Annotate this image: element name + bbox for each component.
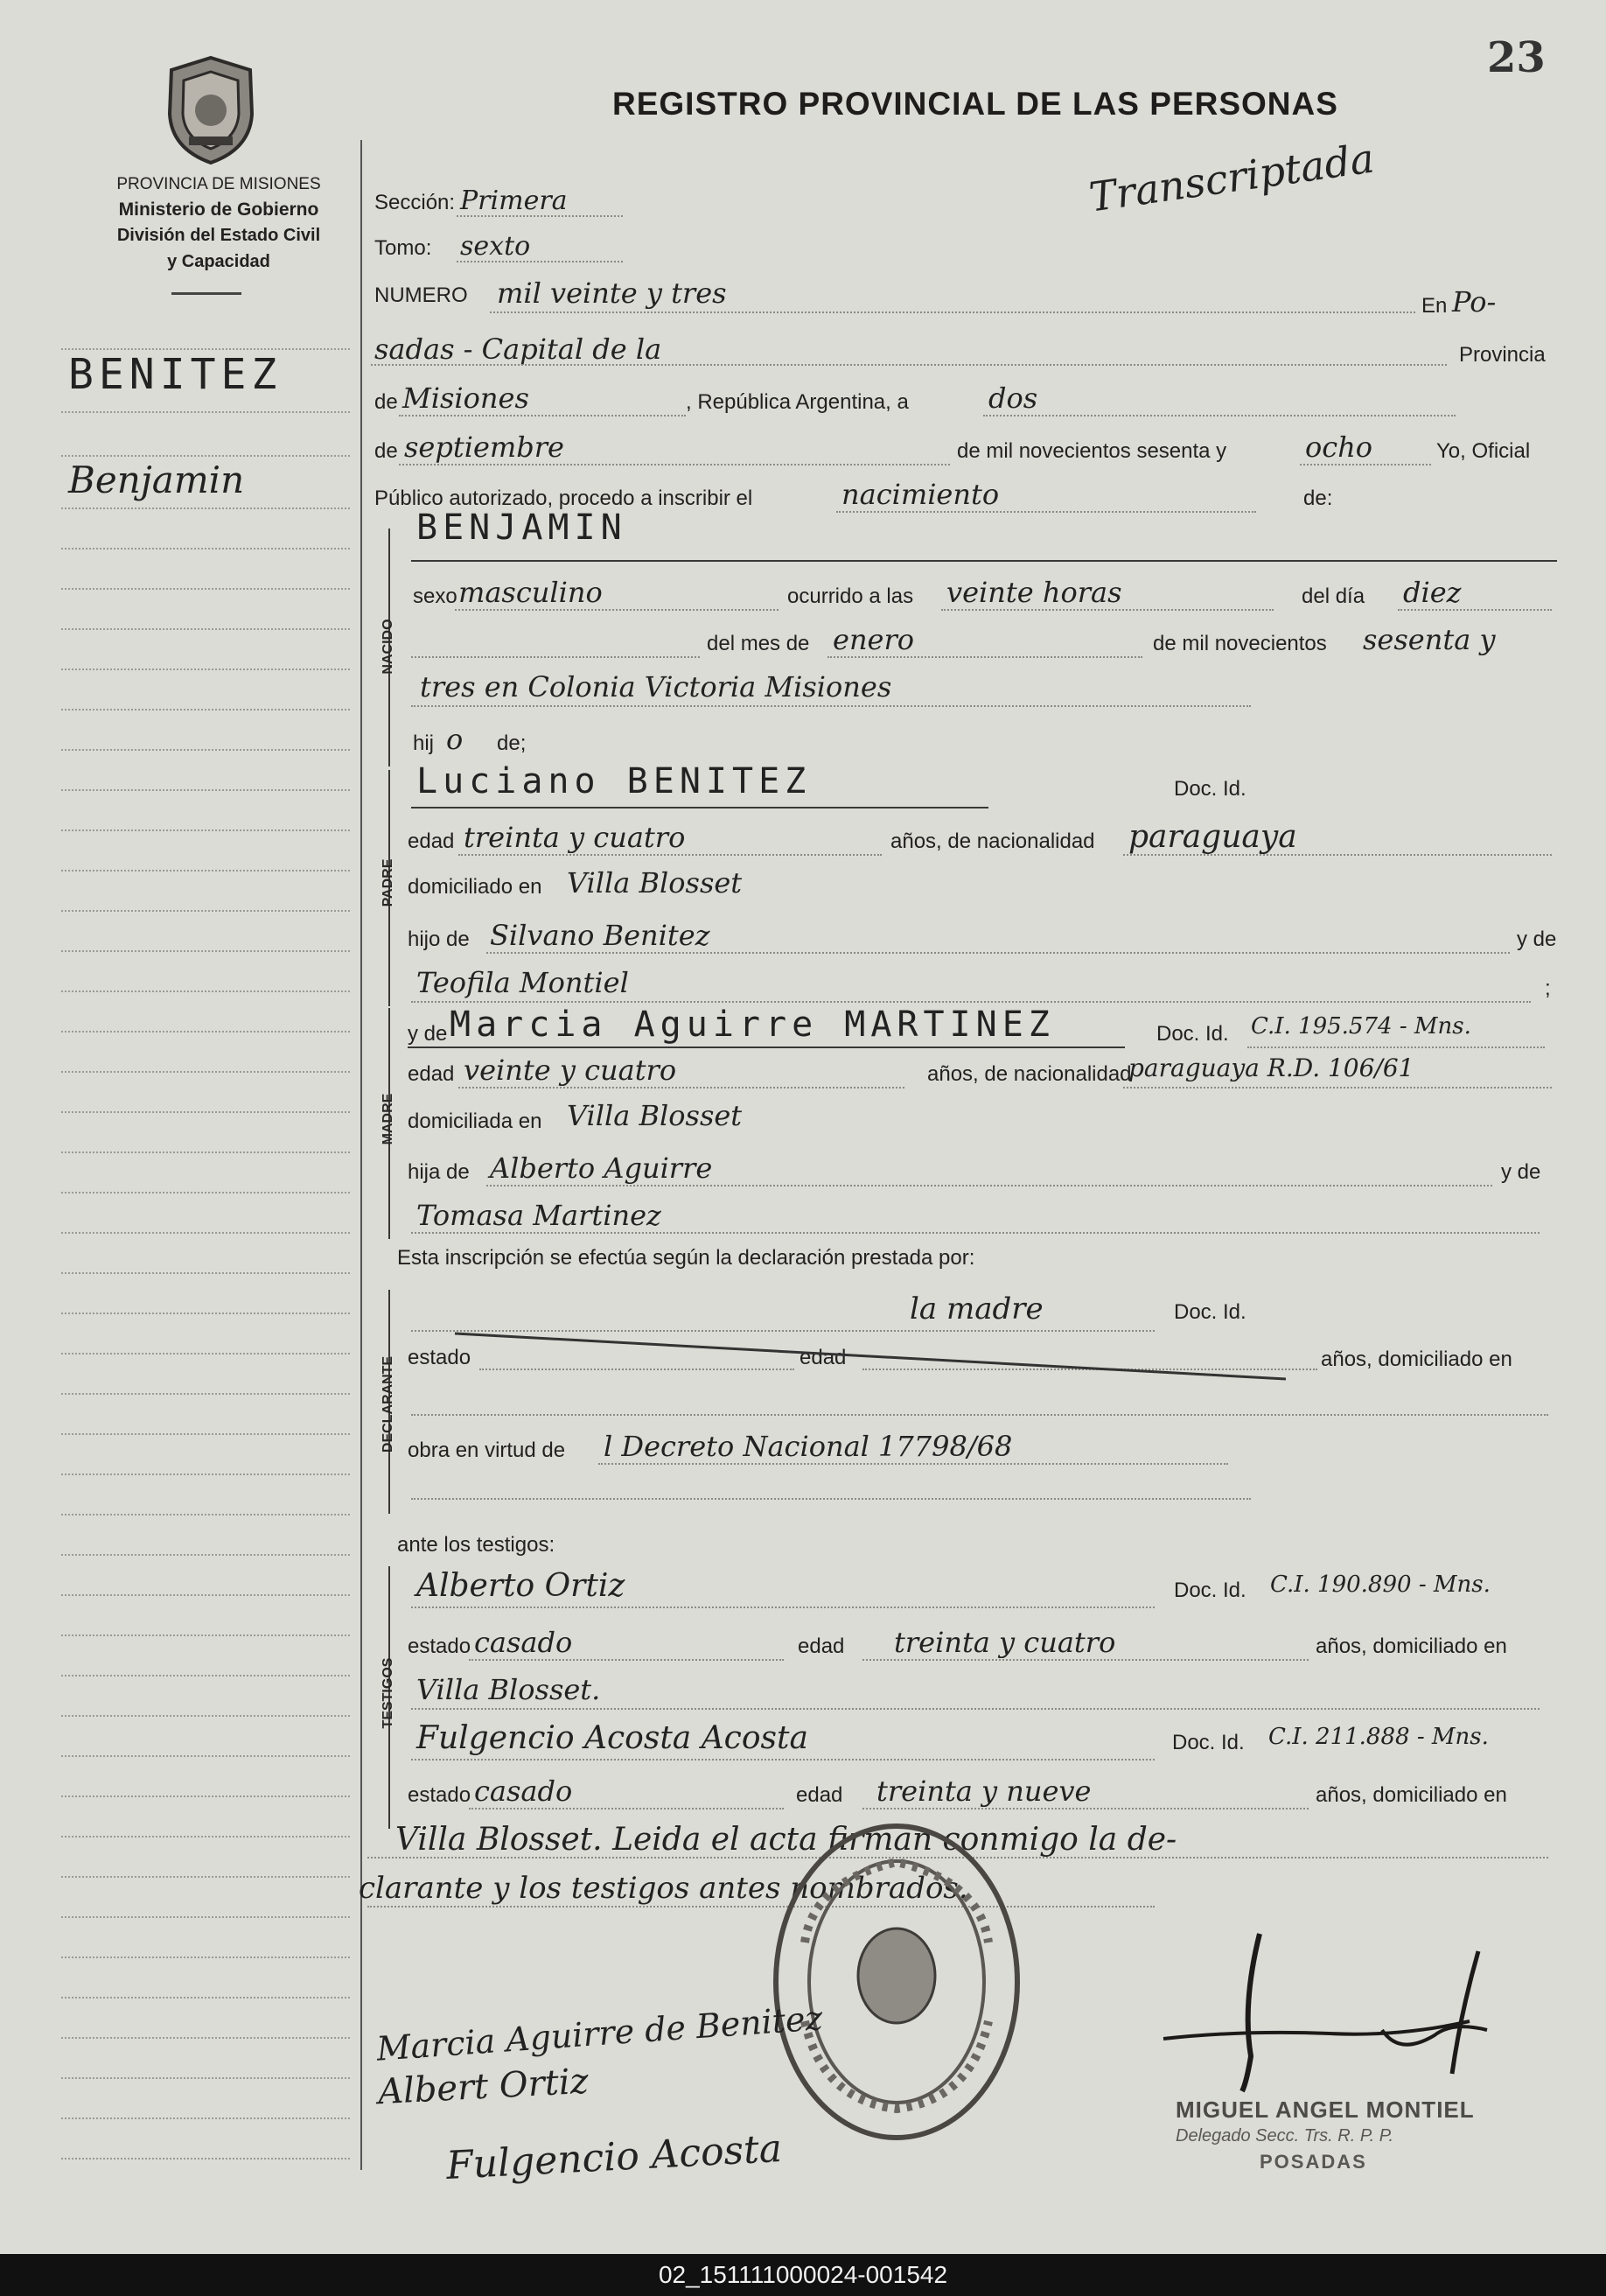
testigos-intro: ante los testigos: [397, 1533, 555, 1557]
document-title: REGISTRO PROVINCIAL DE LAS PERSONAS [612, 86, 1338, 122]
padre-domicilio-value: Villa Blosset [567, 866, 743, 900]
testigo2-edad-label: edad [796, 1783, 843, 1807]
madre-section-label: MADRE [381, 1093, 395, 1145]
madre-y-de-label: y de [408, 1022, 448, 1046]
declarante-cross-out [455, 1330, 1286, 1382]
testigo1-doc-label: Doc. Id. [1174, 1578, 1246, 1602]
hijo-value: o [446, 723, 464, 756]
left-header-divider [171, 292, 241, 295]
anio-label: de mil novecientos sesenta y [957, 439, 1227, 463]
madre-nacionalidad-value: paraguaya R.D. 106/61 [1128, 1054, 1414, 1082]
padre-nacionalidad-label: años, de nacionalidad [890, 830, 1095, 853]
obra-label: obra en virtud de [408, 1438, 566, 1462]
margin-given-name: Benjamin [68, 458, 245, 501]
padre-domicilio-label: domiciliado en [408, 875, 542, 899]
provincia-label: Provincia [1459, 343, 1546, 367]
page-number: 23 [1487, 33, 1546, 82]
publico-label: Público autorizado, procedo a inscribir el [374, 486, 753, 510]
nacido-section-label: NACIDO [381, 619, 395, 675]
official-name: MIGUEL ANGEL MONTIEL [1176, 2096, 1475, 2123]
tomo-value: sexto [460, 231, 531, 262]
madre-padre-de: Alberto Aguirre [490, 1152, 713, 1185]
testigo1-estado-value: casado [474, 1626, 573, 1659]
seccion-value: Primera [460, 186, 568, 216]
closing-line-1: Villa Blosset. Leida el acta firman conmigo la de- [395, 1822, 1177, 1858]
de-label: de [374, 390, 398, 414]
padre-y-de-label: y de [1517, 928, 1557, 951]
madre-hija-de-label: hija de [408, 1160, 470, 1184]
sexo-label: sexo [413, 584, 457, 608]
dia-value: diez [1403, 576, 1462, 609]
testigo1-edad-value: treinta y cuatro [894, 1626, 1116, 1659]
madre-edad-value: veinte y cuatro [464, 1054, 677, 1087]
obra-value: l Decreto Nacional 17798/68 [604, 1430, 1013, 1463]
anio-nac-value: sesenta y [1363, 623, 1496, 656]
official-signature-icon [1067, 1925, 1505, 2100]
padre-edad-value: treinta y cuatro [464, 821, 686, 854]
lugar-value: tres en Colonia Victoria Misiones [420, 670, 892, 704]
declarante-estado-label: estado [408, 1346, 471, 1369]
acto-value: nacimiento [841, 478, 1000, 511]
testigo1-nombre: Alberto Ortiz [416, 1568, 625, 1604]
province-label: PROVINCIA DE MISIONES [116, 175, 321, 193]
testigo1-domicilio-label: años, domiciliado en [1316, 1634, 1507, 1658]
madre-y-de2-label: y de [1501, 1160, 1541, 1184]
transcription-annotation: Transcriptada [1086, 134, 1378, 221]
signature-witness-1: Albert Ortiz [376, 2061, 590, 2113]
padre-padre-de: Silvano Benitez [490, 919, 710, 952]
signature-declarante: Marcia Aguirre de Benitez [375, 1998, 824, 2068]
padre-doc-label: Doc. Id. [1174, 777, 1246, 801]
testigo1-doc-value: C.I. 190.890 - Mns. [1270, 1572, 1491, 1598]
testigos-section-label: TESTIGOS [381, 1657, 395, 1729]
closing-line-2: clarante y los testigos antes nombrados. [359, 1871, 968, 1906]
testigo1-domicilio-value: Villa Blosset. [416, 1673, 601, 1706]
testigo2-estado-label: estado [408, 1783, 471, 1807]
padre-semicolon: ; [1545, 976, 1551, 1000]
capacity-label: y Capacidad [167, 252, 270, 271]
declarante-doc-label: Doc. Id. [1174, 1300, 1246, 1324]
de2-label: de [374, 439, 398, 463]
nacido-nombre: BENJAMIN [416, 508, 627, 548]
testigo1-edad-label: edad [798, 1634, 845, 1658]
numero-label: NUMERO [374, 284, 468, 307]
hijo-de-label: de; [497, 732, 527, 755]
scan-id-footer: 02_151111000024-001542 [0, 2254, 1606, 2296]
madre-doc-value: C.I. 195.574 - Mns. [1251, 1013, 1471, 1040]
oficial-label: Yo, Oficial [1436, 439, 1531, 463]
testigo2-doc-label: Doc. Id. [1172, 1731, 1245, 1754]
declarante-intro: Esta inscripción se efectúa según la declaración prestada por: [397, 1246, 975, 1270]
official-city: POSADAS [1260, 2151, 1367, 2173]
en-value: Po- [1452, 285, 1497, 318]
madre-domicilio-label: domiciliada en [408, 1110, 542, 1133]
testigo2-estado-value: casado [474, 1774, 573, 1808]
madre-nombre: Marcia Aguirre MARTINEZ [450, 1004, 1055, 1045]
signature-witness-2: Fulgencio Acosta [444, 2125, 784, 2189]
hijo-label: hij [413, 732, 435, 755]
sexo-value: masculino [458, 576, 603, 609]
declarante-section-label: DECLARANTE [381, 1355, 395, 1453]
tomo-label: Tomo: [374, 236, 432, 260]
testigo1-estado-label: estado [408, 1634, 471, 1658]
padre-nacionalidad-value: paraguaya [1128, 819, 1297, 855]
madre-edad-label: edad [408, 1062, 455, 1086]
padre-nombre: Luciano BENITEZ [416, 761, 812, 802]
margin-separator [360, 140, 362, 2170]
mes-value: septiembre [404, 430, 564, 464]
mes-value-nacido: enero [833, 623, 915, 656]
en-label: En [1421, 294, 1448, 318]
division-label: División del Estado Civil [116, 226, 321, 245]
testigo2-domicilio-label: años, domiciliado en [1316, 1783, 1507, 1807]
madre-doc-label: Doc. Id. [1156, 1022, 1229, 1046]
testigo2-edad-value: treinta y nueve [876, 1774, 1092, 1808]
official-title: Delegado Secc. Trs. R. P. P. [1176, 2126, 1394, 2146]
ocurrido-label: ocurrido a las [787, 584, 914, 608]
dia-label: del día [1302, 584, 1365, 608]
padre-hijo-de-label: hijo de [408, 928, 470, 951]
madre-madre-de: Tomasa Martinez [416, 1199, 661, 1232]
margin-surname: BENITEZ [68, 350, 283, 399]
declarante-edad-label: edad [800, 1346, 847, 1369]
declarante-nombre: la madre [910, 1292, 1044, 1326]
ciudad-value: sadas - Capital de la [374, 332, 662, 366]
provincia-value: Misiones [402, 382, 529, 415]
dia-value: dos [988, 382, 1038, 415]
official-seal-icon [770, 1820, 1023, 2144]
republica-label: , República Argentina, a [686, 390, 909, 414]
testigo2-nombre: Fulgencio Acosta Acosta [416, 1720, 808, 1756]
anio-value: ocho [1305, 430, 1373, 464]
padre-section-label: PADRE [381, 858, 395, 907]
hora-value: veinte horas [946, 576, 1122, 609]
coat-of-arms-icon [154, 52, 268, 166]
ministry-label: Ministerio de Gobierno [118, 200, 319, 220]
madre-domicilio-value: Villa Blosset [567, 1099, 743, 1132]
declarante-domicilio-label: años, domiciliado en [1321, 1348, 1512, 1371]
anio-nac-label: de mil novecientos [1153, 632, 1327, 655]
numero-value: mil veinte y tres [497, 276, 727, 310]
mes-label: del mes de [707, 632, 810, 655]
madre-nacionalidad-label: años, de nacionalidad [927, 1062, 1132, 1086]
de3-label: de: [1303, 486, 1333, 510]
testigo2-doc-value: C.I. 211.888 - Mns. [1268, 1724, 1489, 1750]
padre-madre-de: Teofila Montiel [416, 966, 629, 999]
padre-edad-label: edad [408, 830, 455, 853]
seccion-label: Sección: [374, 191, 456, 214]
